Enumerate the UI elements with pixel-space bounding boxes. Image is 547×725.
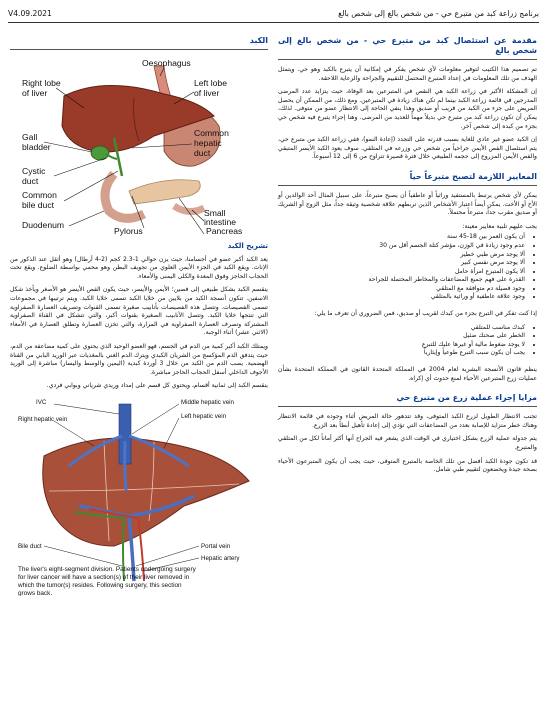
label-portal-vein: Portal vein xyxy=(201,542,231,550)
benefits-title: مزايا إجراء عملية زرع من متبرع حي xyxy=(278,391,537,407)
list-item: • ألا يوجد مرض طبي خطير xyxy=(278,251,525,260)
list-item: • الخطر على صحتك ضئيل xyxy=(278,332,525,341)
list-item: • ألا يكون المتبرع امرأة حامل xyxy=(278,268,525,277)
benefits-paragraph-1: تجنب الانتظار الطويل لزرع الكبد المتوفى، وقد تتدهور حالة المريض أثناء وجوده في قائمة الانتظار وهناك خطر متزايد للإصابة بعدد من المضاعفات التي تؤدي إلى إعادة تأهيل أبطأ بعد الزرع. xyxy=(278,413,537,429)
label-right-lobe-2: of liver xyxy=(22,88,48,98)
label-right-lobe: Right lobe xyxy=(22,78,61,88)
label-small: Small xyxy=(204,208,226,218)
criteria-paragraph-3: إذا كنت تفكر في التبرع بجزء من كبدك لقريب أو صديق، فمن الضروري أن تعرف ما يلي: xyxy=(314,310,537,318)
label-common-bile-2: bile duct xyxy=(22,200,55,210)
list-item: • وجود علاقة عاطفية أو وراثية بالمتلقي xyxy=(278,293,525,302)
list-item: • لا يوجد ضغوط مالية أو غيرها عليك للتبرع xyxy=(278,341,525,350)
label-gall: Gall xyxy=(22,132,38,142)
liver-segments-diagram xyxy=(14,396,264,596)
liver-title: الكبد xyxy=(10,34,268,50)
list-item: • ألا يوجد مرض نفسي كبير xyxy=(278,259,525,268)
anatomy-paragraph-1: يعد الكبد أكبر عضو في أجسامنا، حيث يزن حوالي 1-2.3 كجم (2-4 أرطال) وهو أثقل عند الذكور من الإناث. ويقع الكبد في الجزء الأيمن العلوي من تجويف البطن وهو محمي بواسطة الضلوع. ويقع تحت الحجاب الحاجز وفوق المعدة والكلى اليمنى والأمعاء. xyxy=(10,255,268,280)
label-hepatic-artery: Hepatic artery xyxy=(201,554,240,562)
label-duodenum: Duodenum xyxy=(22,220,65,230)
label-common-hepatic-2: hepatic xyxy=(194,138,222,148)
label-cystic-2: duct xyxy=(22,176,39,186)
anatomy-paragraph-2: ينقسم الكبد بشكل طبيعي إلى فصين؛ الأيمن والأيسر، حيث يكون الفص الأيسر هو الأصغر ويأخذ شكل الاسفين. تتكون أنسجة الكبد من بلايين من خلايا الكبد تسمى خلايا الكبد. ويتم ترتيبها في مجموعات تسمى الفصيصات. وتتصل هذه الفصيصات بأنابيب صغيرة تسمى القنوات وتصريف العصارة الصفراوية التي تنتجها خلايا الكبد. وتتصل الأنابيب الصغيرة بقنوات أكبر، والتي تتشكل في القناة الصفراوية المشتركة وتصرف العصارة الصفراوية في المرارة، والتي تخزن العصارة وتطلق العصارة في الأمعاء (الاثني عشر) أثناء الوجبة. xyxy=(10,286,268,337)
label-ivc: IVC xyxy=(36,398,47,406)
criteria-paragraph-1: يمكن لأي شخص يرتبط بالمستفيد وراثياً أو عاطفياً أن يصبح متبرعاً، على سبيل المثال أحد الوالدين أو الأخ أو الأخت. يمكن أيضاً اعتبار الأشخاص الذين تربطهم علاقة شخصية وثيقة جداً، مثل الزوج أو الشريك أو صديق مقرب جداً، متبرعاً محتملاً. xyxy=(278,191,537,217)
intro-paragraph-1: تم تصميم هذا الكتيب لتوفير معلومات لأي شخص يفكر في إمكانية أن يتبرع بالكبد وهو حي. ويتمثل الهدف من تلك المعلومات في إعداد المتبرع المحتمل للتقييم والجراحة والرعاية اللاحقة. xyxy=(278,66,537,82)
anatomy-paragraph-3: ويمتلك الكبد أكبر كمية من الدم في الجسم، فهو العضو الوحيد الذي يحتوي على كمية مضاعفة من الدم، حيث يتدفق الدم المؤكسج من الشريان الكبدي ويترك الدم الغني بالمغذيات عبر الوريد البابي من القناة الهضمية. يصب الدم من الكبد من خلال 3 أوردة كبدية (اليمين والوسط واليسار) مباشرة إلى الوريد الأجوف الداخلي أسفل الحجاب الحاجز مباشرة. xyxy=(10,342,268,376)
label-left-lobe: Left lobe xyxy=(194,78,227,88)
label-common-bile: Common xyxy=(22,190,57,200)
label-pylorus: Pylorus xyxy=(114,226,143,236)
gall-bladder-shape xyxy=(91,146,109,160)
header-title: برنامج زراعة كبد من متبرع حي - من شخص بالغ إلى شخص بالغ xyxy=(338,9,539,18)
intro-paragraph-2: إن المشكلة الأكبر في زراعة الكبد هي النقص في المتبرعين بعد الوفاة، حيث يتزايد عدد المرضى المدرجين في قائمة زراعة الكبد بينما لم تكن هناك زيادة في المتبرعين. ومع ذلك، من الممكن أن يحصل المريض على جزء من الكبد من قريب أو صديق وهذا ينفي الحاجة إلى الانتظار عضو من متوفى. لذلك، يمكن أن تكون زراعة كبد من متبرع حي بديلاً مهماً للعديد من المرضى. وهنا إجراء يتبرع فيه شخص حي بجزء من كبده إلى شخص آخر. xyxy=(278,88,537,130)
fig2-caption-line: which the tumor(s) resides. Following surgery, this section xyxy=(18,581,182,589)
intro-title: مقدمة عن استئصال كبد من متبرع حي - من شخص بالغ إلى شخص بالغ xyxy=(278,34,537,60)
label-common-hepatic-3: duct xyxy=(194,148,211,158)
criteria-list xyxy=(278,233,537,302)
label-bile-duct: Bile duct xyxy=(18,542,42,550)
label-oesophagus: Oesophagus xyxy=(142,58,191,68)
list-item: • وجود فصيلة دم متوافقة مع المتلقي xyxy=(278,285,525,294)
fig2-caption-line: The liver's eight-segment division. Patients undergoing surgery xyxy=(18,565,196,573)
criteria-paragraph-2: يجب عليهم تلبية معايير معينة: xyxy=(462,222,537,230)
criteria-title: المعايير اللازمة لتصبح متبرعاً حياً xyxy=(278,170,537,186)
label-pancreas: Pancreas xyxy=(206,226,243,236)
label-right-hepatic-vein: Right hepatic vein xyxy=(18,415,68,423)
list-item: • أن يكون العمر بين 18-45 سنة xyxy=(278,233,525,242)
label-left-lobe-2: of liver xyxy=(194,88,220,98)
intro-paragraph-3: إن الكبد عضو غير عادي للغاية بسبب قدرته على التجدد (إعادة النمو)، ففي زراعة الكبد من متبرع حي، يتم استئصال الفص الأيمن جراحياً من شخص حي وزرعه في المتلقي. سوف يعود الكبد الأيسر المتبقي والفص الأيمن المزروع إلى حجمه الطبيعي خلال فترة قصيرة تتراوح من 6 إلى 12 أسبوعاً. xyxy=(278,136,537,161)
label-common-hepatic: Common xyxy=(194,128,229,138)
label-small-2: intestine xyxy=(204,217,237,227)
page-header xyxy=(8,8,539,23)
list-item: • عدم وجود زيادة في الوزن، مؤشر كتلة الجسم أقل من 30 xyxy=(278,242,525,251)
liver-anatomy-diagram xyxy=(14,56,264,236)
fig2-caption-line: for liver cancer will have a section(s) of their liver removed in xyxy=(18,573,190,581)
right-column xyxy=(278,34,537,480)
benefits-paragraph-3: قد تكون جودة الكبد أفضل من تلك الخاصة بالمتبرع المتوفى، حيث يجب أن يكون المتبرعون الأحياء بصحة جيدة ويخضعون لتقييم طبي شامل. xyxy=(278,457,537,474)
list-item: • كبدك مناسب للمتلقي xyxy=(278,324,525,333)
label-left-hepatic-vein: Left hepatic vein xyxy=(181,412,227,420)
list-item: • يجب أن يكون سبب التبرع طوعياً وإيثارياً xyxy=(278,349,525,358)
liver-body-shape xyxy=(43,438,249,546)
label-bladder: bladder xyxy=(22,142,51,152)
anatomy-paragraph-4: ينقسم الكبد إلى ثمانية أقسام، ويحتوي كل قسم على إمداد وريدي شرياني وبوابي فردي. xyxy=(46,382,268,390)
label-middle-hepatic-vein: Middle hepatic vein xyxy=(181,398,234,406)
header-version: V4.09.2021 xyxy=(8,9,52,18)
know-list xyxy=(278,324,537,358)
benefits-paragraph-2: يتم جدولة عملية الزرع بشكل اختياري في الوقت الذي يشعر فيه الجراح أنها أكثر أماناً لكل من المتلقي والمتبرع. xyxy=(278,435,537,451)
list-item: • القدرة على فهم جميع المضاعفات والمخاطر المحتملة للجراحة xyxy=(278,276,525,285)
label-cystic: Cystic xyxy=(22,166,46,176)
anatomy-title: تشريح الكبد xyxy=(227,242,268,250)
criteria-paragraph-4: ينظم قانون الأنسجة البشرية لعام 2004 في المملكة المتحدة القانون في المملكة المتحدة بشأن عمليات زرع المتبرعين الأحياء لمنع حدوث أي إكراه. xyxy=(278,366,537,382)
fig2-caption-line: grows back. xyxy=(18,589,53,596)
left-column xyxy=(10,34,268,596)
